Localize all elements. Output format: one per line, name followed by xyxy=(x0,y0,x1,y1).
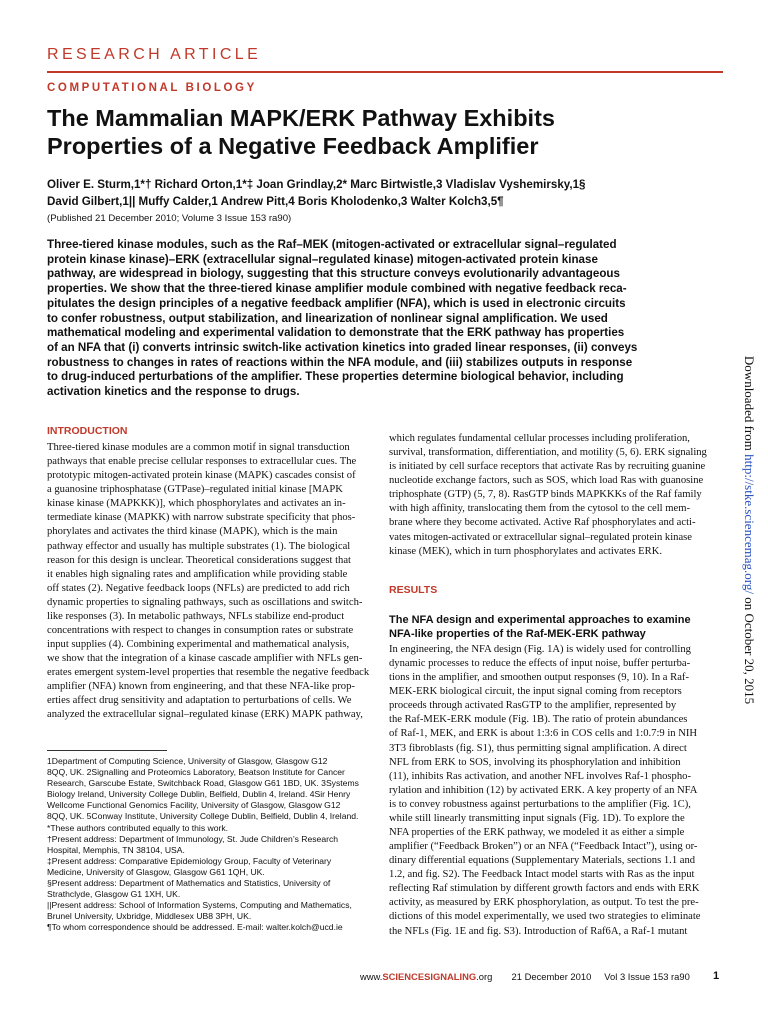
text-line: off states (2). Negative feedback loops (NFLs) are predicted to add rich xyxy=(47,582,350,594)
footer-site-prefix: www. xyxy=(360,971,383,982)
text-line: survival, transformation, differentiation, and motility (5, 6). ERK signaling xyxy=(389,447,707,459)
text-line: 1.2, and fig. S2). The Feedback Intact model starts with Ras as the input xyxy=(389,869,695,881)
download-link[interactable]: http://stke.sciencemag.org/ xyxy=(742,454,757,594)
text-line: proceeds through activated RasGTP to the amplifier, represented by xyxy=(389,700,677,712)
abstract-line: to drug-induced perturbations of the amplifier. These properties determine biological behavior, including xyxy=(47,370,624,384)
footnote-line: §Present address: Department of Mathematics and Statistics, University of xyxy=(47,878,331,889)
results-text xyxy=(389,643,724,939)
text-line: input supplies (4). Combining experimental and mathematical analysis, xyxy=(47,639,350,651)
text-line: amplifier (NFA) known from engineering, and that these NFA-like prop- xyxy=(47,681,355,693)
footnote-line: 8QQ, UK. 2Signalling and Proteomics Laboratory, Beatson Institute for Cancer xyxy=(47,767,345,778)
abstract-line: Three-tiered kinase modules, such as the Raf–MEK (mitogen-activated or extracellular signal–regulated xyxy=(47,238,617,251)
footnote-line: †Present address: Department of Immunology, St. Jude Children’s Research xyxy=(47,833,339,844)
text-line: with high affinity, translocating them from the cytosol to the cell mem- xyxy=(389,503,690,515)
footer-site[interactable] xyxy=(360,971,492,982)
author-line: David Gilbert,1|| Muffy Calder,1 Andrew Pitt,4 Boris Kholodenko,3 Walter Kolch3,5¶ xyxy=(47,195,504,208)
text-line: termediate kinase (MAPKK) with narrow substrate specificity that phos- xyxy=(47,512,356,524)
text-line: triphosphate (GTP) (5, 7, 8). RasGTP binds MAPKKKs of the Raf family xyxy=(389,489,702,501)
subheading-line: The NFA design and experimental approaches to examine xyxy=(389,614,691,626)
text-line: which regulates fundamental cellular processes including proliferation, xyxy=(389,433,690,444)
text-line: MEK-ERK biological circuit, the input signal coming from receptors xyxy=(389,686,682,698)
abstract-line: properties. We show that the three-tiered kinase amplifier module combined with negative feedback reca- xyxy=(47,282,627,296)
footnotes xyxy=(47,756,392,934)
abstract xyxy=(47,238,732,400)
article-title xyxy=(47,104,737,160)
text-line: reflecting Raf stimulation by different growth factors and ends with ERK xyxy=(389,883,700,895)
text-line: NFA properties of the ERK pathway, we modeled it as either a simple xyxy=(389,827,685,839)
text-line: 3T3 fibroblasts (fig. S1), thus permitting signal amplification. A direct xyxy=(389,742,687,754)
abstract-line: activation kinetics and the response to drugs. xyxy=(47,385,300,399)
footer-site-name: SCIENCESIGNALING xyxy=(382,971,477,982)
footnote-line: ‡Present address: Comparative Epidemiology Group, Faculty of Veterinary xyxy=(47,855,332,866)
text-line: activity, as measured by ERK phosphorylation, as output. To test the pre- xyxy=(389,897,699,909)
footnote-line: Strathclyde, Glasgow G1 1XH, UK. xyxy=(47,889,181,900)
footnote-line: Brunel University, Uxbridge, Middlesex UB8 3PH, UK. xyxy=(47,911,252,922)
download-note-prefix: Downloaded from xyxy=(742,355,757,455)
abstract-line: of an NFA that (i) converts intrinsic switch-like activation kinetics into graded linear responses, (ii) conveys xyxy=(47,341,638,355)
text-line: pathways that enable precise cellular responses to extracellular cues. The xyxy=(47,456,357,468)
text-line: the Raf-MEK-ERK module (Fig. 1B). The ratio of protein abundances xyxy=(389,714,688,726)
abstract-line: protein kinase kinase)–ERK (extracellular signal–regulated kinase) mitogen-activated protein kinase xyxy=(47,252,598,266)
abstract-line: mathematical modeling and experimental validation to demonstrate that the ERK pathway has properties xyxy=(47,326,625,340)
footnote-line: Biology Ireland, University College Dublin, Belfield, Dublin 4, Ireland. 4Sir Henry xyxy=(47,789,351,800)
download-note-suffix: on October 20, 2015 xyxy=(742,593,757,705)
text-line: dinary differential equations (Supplementary Materials, sections 1.1 and xyxy=(389,855,696,867)
text-line: prototypic mitogen-activated protein kinase (MAPK) cascades consist of xyxy=(47,470,356,482)
text-line: is to convey robustness against perturbations to the amplifier (Fig. 1C), xyxy=(389,798,691,810)
section-label: RESEARCH ARTICLE xyxy=(47,46,262,63)
subheading-line: NFA-like properties of the Raf-MEK-ERK pathway xyxy=(389,628,646,640)
text-line: erties affect drug sensitivity and adaptation to perturbations of cells. We xyxy=(47,695,352,707)
text-line: NFL from ERK to SOS, involving its phosphorylation and inhibition xyxy=(389,756,681,768)
text-line: dynamic processes to reduce the effects of input noise, buffer perturba- xyxy=(389,658,691,670)
text-line: of Raf-1, MEK, and ERK is about 1:3:6 in COS cells and 1:0.7:9 in NIH xyxy=(389,728,698,740)
abstract-line: pitulates the design principles of a negative feedback amplifier (NFA), which is used in electronic circuits xyxy=(47,296,626,310)
text-line: erates emergent system-level properties that resemble the negative feedback xyxy=(47,667,370,679)
introduction-continued xyxy=(389,432,724,559)
footnote-rule xyxy=(47,750,167,751)
text-line: nucleotide exchange factors, such as SOS, which load Ras with guanosine xyxy=(389,475,704,487)
results-subheading xyxy=(389,613,691,641)
text-line: the NFLs (Fig. 1E and fig. S3). Introduction of Raf6A, a Raf-1 mutant xyxy=(389,925,688,937)
subject-label: COMPUTATIONAL BIOLOGY xyxy=(47,82,257,94)
text-line: In engineering, the NFA design (Fig. 1A) is widely used for controlling xyxy=(389,644,691,655)
abstract-line: to confer robustness, output stabilization, and linearization of nonlinear signal amplification. We used xyxy=(47,311,608,325)
header-rule xyxy=(47,71,723,73)
text-line: a guanosine triphosphatase (GTPase)–regulated initial kinase [MAPK xyxy=(47,484,343,496)
text-line: while still linearly transmitting input signals (Fig. 1D). To explore the xyxy=(389,812,685,824)
footer-site-suffix: .org xyxy=(476,971,493,982)
footnote-line: ¶To whom correspondence should be addressed. E-mail: walter.kolch@ucd.ie xyxy=(47,922,343,933)
text-line: kinase (MEK), which in turn phosphorylates and activates ERK. xyxy=(389,545,663,557)
text-line: kinase kinase (MAPKKK)], which phosphorylates and activates an in- xyxy=(47,498,346,510)
abstract-line: robustness to changes in rates of reactions within the NFA module, and (iii) stabilizes outputs in response xyxy=(47,355,633,369)
text-line: reason for this design is unclear. Theoretical considerations suggest that xyxy=(47,554,352,566)
introduction-text xyxy=(47,441,387,723)
page-number: 1 xyxy=(713,970,720,982)
footnote-line: Wellcome Functional Genomics Facility, University of Glasgow, Glasgow G12 xyxy=(47,800,341,811)
text-line: (11), inhibits Ras activation, and another NFL involves Raf-1 phospho- xyxy=(389,770,691,782)
footnote-line: 1Department of Computing Science, University of Glasgow, Glasgow G12 xyxy=(47,756,328,766)
text-line: it enables high signaling rates and amplification while providing stable xyxy=(47,568,348,580)
text-line: concentrations with respect to changes in consumption rates or substrate xyxy=(47,625,354,637)
text-line: we show that the integration of a kinase cascade amplifier with NFLs gen- xyxy=(47,653,363,665)
author-line: Oliver E. Sturm,1*† Richard Orton,1*‡ Joan Grindlay,2* Marc Birtwistle,3 Vladislav Vyshemirsky,1§ xyxy=(47,178,586,191)
text-line: amplifier (“Feedback Broken”) or an NFA (“Feedback Intact”), using or- xyxy=(389,841,698,853)
text-line: analyzed the extracellular signal–regulated kinase (ERK) MAPK pathway, xyxy=(47,709,363,721)
footnote-line: 8QQ, UK. 5Conway Institute, University College Dublin, Belfield, Dublin 4, Ireland. xyxy=(47,811,359,822)
text-line: like responses (3). In metabolic pathways, NFLs stabilize end-product xyxy=(47,610,345,622)
text-line: pathway effector and usually has multiple substrates (1). The biological xyxy=(47,540,351,552)
publication-info: (Published 21 December 2010; Volume 3 Issue 153 ra90) xyxy=(47,213,292,224)
footnote-line: Hospital, Memphis, TN 38104, USA. xyxy=(47,844,185,855)
title-line: Properties of a Negative Feedback Amplifier xyxy=(47,133,539,159)
footer-issue-info: 21 December 2010 Vol 3 Issue 153 ra90 xyxy=(511,971,690,982)
text-line: vates mitogen-activated or extracellular signal–regulated protein kinase xyxy=(389,531,692,543)
text-line: Three-tiered kinase modules are a common motif in signal transduction xyxy=(47,442,350,453)
title-line: The Mammalian MAPK/ERK Pathway Exhibits xyxy=(47,105,555,131)
footnote-line: Research, Garscube Estate, Switchback Road, Glasgow G61 1BD, UK. 3Systems xyxy=(47,778,359,789)
text-line: tions in the amplifier, and smoothen output responses (9, 10). In a Raf- xyxy=(389,672,689,684)
page-footer xyxy=(360,971,690,982)
text-line: brane where they become activated. Active Raf phosphorylates and acti- xyxy=(389,517,696,529)
introduction-heading: INTRODUCTION xyxy=(47,425,128,437)
download-note xyxy=(741,356,757,704)
text-line: is initiated by cell surface receptors that activate Ras by recruiting guanine xyxy=(389,461,706,473)
author-list xyxy=(47,176,747,210)
footnote-line: Medicine, University of Glasgow, Glasgow G61 1QH, UK. xyxy=(47,866,265,877)
text-line: dynamic properties to signaling pathways, such as oscillations and switch- xyxy=(47,596,363,608)
results-heading: RESULTS xyxy=(389,584,438,596)
abstract-line: pathway, are widespread in biology, suggesting that this structure conveys evolutionarily advantageous xyxy=(47,267,620,281)
text-line: phorylates and activates the third kinase (MAPK), which is the main xyxy=(47,526,338,538)
text-line: rylation and inhibition (12) by activated ERK. A key property of an NFA xyxy=(389,784,698,796)
download-note-container xyxy=(732,330,766,730)
footnote-line: ||Present address: School of Information Systems, Computing and Mathematics, xyxy=(47,900,352,911)
footnote-line: *These authors contributed equally to this work. xyxy=(47,822,229,833)
text-line: dictions of this model experimentally, we used two strategies to eliminate xyxy=(389,911,701,923)
